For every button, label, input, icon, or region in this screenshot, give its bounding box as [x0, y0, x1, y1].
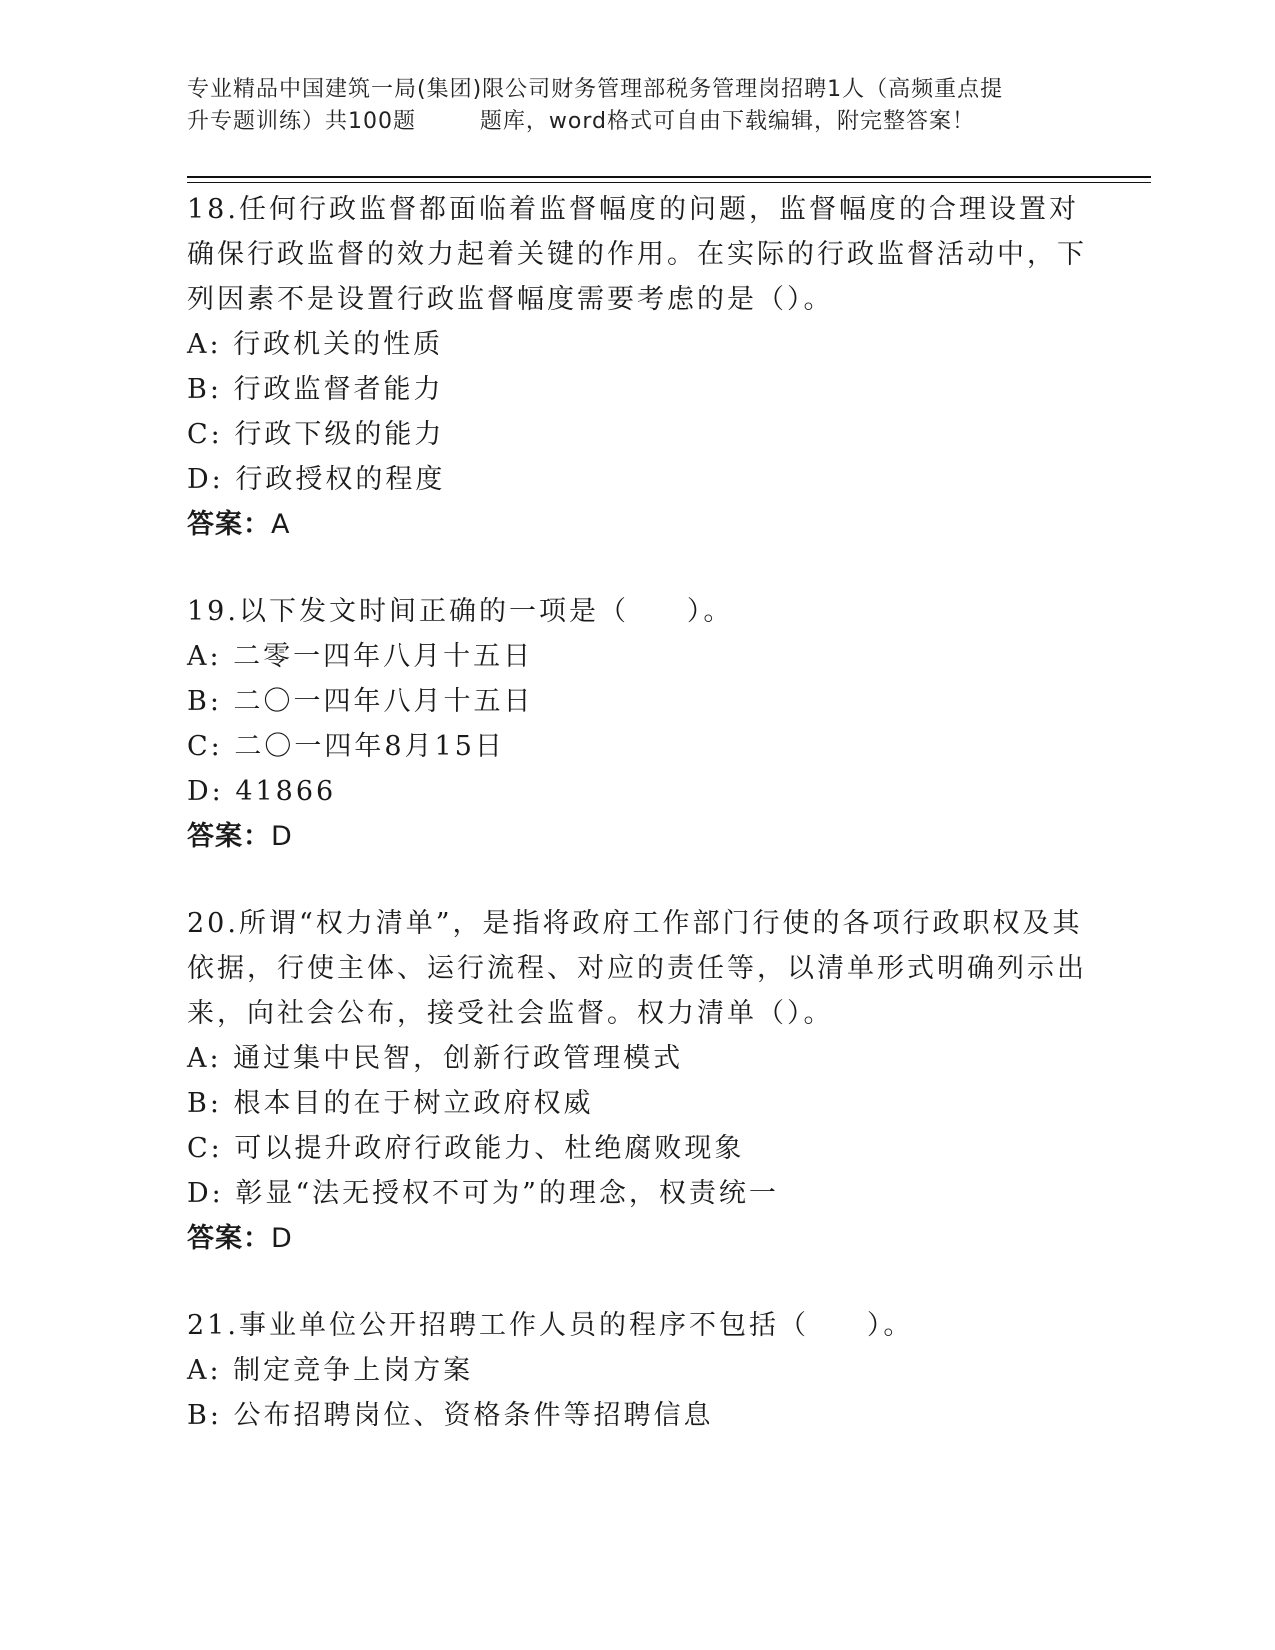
question-stem: 18.任何行政监督都面临着监督幅度的问题，监督幅度的合理设置对确保行政监督的效力起着关键的作用。在实际的行政监督活动中，下列因素不是设置行政监督幅度需要考虑的是（）。: [187, 194, 1087, 315]
question-21: [187, 1303, 1087, 1438]
header-line-2: 升专题训练）共100题 题库，word格式可自由下载编辑，附完整答案！: [187, 109, 976, 134]
answer-label: 答案：: [187, 1223, 271, 1254]
question-19: [187, 589, 1087, 859]
question-list: [187, 187, 1087, 1480]
answer-label: 答案：: [187, 509, 271, 540]
question-stem: 20.所谓“权力清单”，是指将政府工作部门行使的各项行政职权及其依据，行使主体、运行流程、对应的责任等，以清单形式明确列示出来，向社会公布，接受社会监督。权力清单（）。: [187, 908, 1087, 1029]
document-header: [187, 74, 1087, 138]
option-c: C: 行政下级的能力: [187, 419, 445, 450]
question-stem: 19.以下发文时间正确的一项是（ ）。: [187, 596, 734, 627]
option-b: B: 公布招聘岗位、资格条件等招聘信息: [187, 1400, 714, 1431]
answer-value: D: [271, 821, 293, 852]
option-d: D: 行政授权的程度: [187, 464, 446, 495]
question-20: [187, 901, 1087, 1261]
option-d: D: 41866: [187, 776, 337, 807]
option-d: D: 彰显“法无授权不可为”的理念，权责统一: [187, 1178, 779, 1209]
header-rule-thin: [187, 182, 1151, 183]
answer-value: D: [271, 1223, 293, 1254]
option-b: B: 行政监督者能力: [187, 374, 444, 405]
question-18: [187, 187, 1087, 547]
option-c: C: 可以提升政府行政能力、杜绝腐败现象: [187, 1133, 745, 1164]
header-line-1: 专业精品中国建筑一局(集团)限公司财务管理部税务管理岗招聘1人（高频重点提: [187, 77, 1004, 102]
question-stem: 21.事业单位公开招聘工作人员的程序不包括（ ）。: [187, 1310, 914, 1341]
option-a: A: 通过集中民智，创新行政管理模式: [187, 1043, 684, 1074]
option-a: A: 二零一四年八月十五日: [187, 641, 534, 672]
option-a: A: 制定竞争上岗方案: [187, 1355, 474, 1386]
answer-line: [187, 814, 1087, 859]
option-c: C: 二〇一四年8月15日: [187, 731, 505, 762]
answer-line: [187, 1216, 1087, 1261]
option-b: B: 根本目的在于树立政府权威: [187, 1088, 594, 1119]
answer-value: A: [271, 509, 291, 540]
header-rule-thick: [187, 176, 1151, 178]
answer-line: [187, 502, 1087, 547]
answer-label: 答案：: [187, 821, 271, 852]
option-a: A: 行政机关的性质: [187, 329, 444, 360]
option-b: B: 二〇一四年八月十五日: [187, 686, 534, 717]
